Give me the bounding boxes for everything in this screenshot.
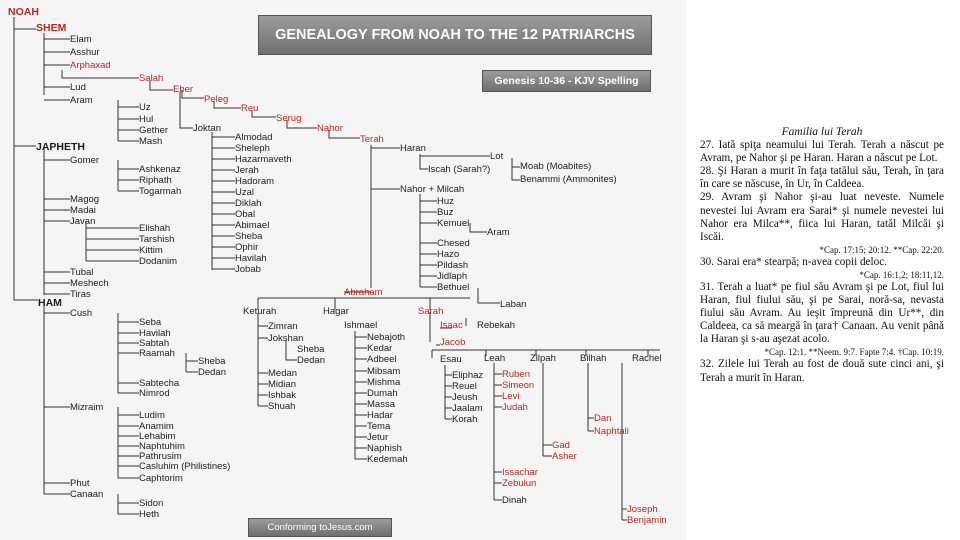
person-phut: Phut [70, 478, 90, 489]
person-cush: Cush [70, 308, 93, 319]
person-sidon: Sidon [139, 498, 164, 509]
person-diklah: Diklah [235, 198, 262, 209]
person-hagar: Hagar [323, 306, 349, 317]
person-midian: Midian [268, 379, 296, 390]
person-shuah: Shuah [268, 401, 296, 412]
person-ludim: Ludim [139, 410, 165, 421]
person-hazarmaveth: Hazarmaveth [235, 154, 292, 165]
person-anamim: Anamim [139, 421, 174, 432]
person-kemuel: Kemuel [437, 218, 470, 229]
person-chesed: Chesed [437, 238, 470, 249]
verse-32: 32. Zilele lui Terah au fost de două sute cinci ani, şi Terah a murit în Haran. [700, 358, 944, 384]
person-lud: Lud [70, 82, 86, 93]
person-gad: Gad [552, 440, 570, 451]
person-havilah: Havilah [235, 253, 267, 264]
footer-banner[interactable] [248, 518, 392, 537]
person-togarmah: Togarmah [139, 186, 182, 197]
person-medan: Medan [268, 368, 298, 379]
person-judah: Judah [502, 402, 528, 413]
person-gomer: Gomer [70, 155, 100, 166]
person-nahor: Nahor [317, 123, 343, 134]
verse-29: 29. Avram şi Nahor şi-au luat neveste. Numele nevestei lui Avram era Sarai* şi numele nevestei lui Nahor era Milca**, fiica lui Haran, tatăl Milcăi şi Iscăi. [700, 191, 944, 243]
person-massa: Massa [367, 399, 395, 410]
person-joseph: Joseph [627, 504, 658, 515]
person-jetur: Jetur [367, 432, 389, 443]
person-mishma: Mishma [367, 377, 401, 388]
person-ishbak: Ishbak [268, 390, 296, 401]
person-reu: Reu [241, 103, 259, 114]
person-moab: Moab (Moabites) [520, 161, 592, 172]
person-peleg: Peleg [204, 94, 229, 105]
person-aram2: Aram [487, 227, 510, 238]
person-heth: Heth [139, 509, 160, 520]
person-zimran: Zimran [268, 321, 298, 332]
person-eliphaz: Eliphaz [452, 370, 484, 381]
person-dodanim: Dodanim [139, 256, 178, 267]
person-naphtuhim: Naphtuhim [139, 441, 185, 452]
person-leah: Leah [484, 353, 506, 364]
person-naphish: Naphish [367, 443, 402, 454]
footnote-1: *Cap. 17:15; 20:12. **Cap. 22:20. [819, 244, 944, 255]
person-jeush: Jeush [452, 392, 478, 403]
person-tubal: Tubal [70, 267, 94, 278]
person-jobab: Jobab [235, 264, 261, 275]
person-dumah: Dumah [367, 388, 398, 399]
person-levi: Levi [502, 391, 520, 402]
person-joktan: Joktan [193, 123, 221, 134]
person-kedar: Kedar [367, 343, 393, 354]
person-canaan: Canaan [70, 489, 104, 500]
person-ishmael: Ishmael [344, 320, 378, 331]
person-jacob: Jacob [440, 337, 466, 348]
person-bilhah: Bilhah [580, 353, 607, 364]
person-benammi: Benammi (Ammonites) [520, 174, 617, 185]
person-obal: Obal [235, 209, 256, 220]
chart-subtitle: Genesis 10-36 - KJV Spelling [494, 75, 639, 87]
verse-27: 27. Iată spiţa neamului lui Terah. Terah a născut pe Avram, pe Nahor şi pe Haran. Haran a născut pe Lot. [700, 139, 944, 165]
person-rebekah: Rebekah [477, 320, 516, 331]
person-iscah: Iscah (Sarah?) [428, 164, 491, 175]
person-caphtorim: Caphtorim [139, 473, 183, 484]
person-pildash: Pildash [437, 260, 469, 271]
person-laban: Laban [500, 299, 527, 310]
person-tarshish: Tarshish [139, 234, 175, 245]
person-arphaxad: Arphaxad [70, 60, 111, 71]
person-eber: Eber [173, 84, 194, 95]
person-benjamin: Benjamin [627, 515, 667, 526]
person-sheba2: Sheba [297, 344, 325, 355]
person-sabtah: Sabtah [139, 338, 170, 349]
person-issachar: Issachar [502, 467, 538, 478]
person-esau: Esau [440, 354, 462, 365]
person-terah: Terah [360, 134, 384, 145]
person-reuel: Reuel [452, 381, 477, 392]
person-meshech: Meshech [70, 278, 109, 289]
person-sheba3: Sheba [198, 356, 226, 367]
person-hadar: Hadar [367, 410, 393, 421]
person-zebulun: Zebulun [502, 478, 537, 489]
person-sheba: Sheba [235, 231, 263, 242]
person-abimael: Abimael [235, 220, 270, 231]
person-sarah: Sarah [418, 306, 444, 317]
person-pathrusim: Pathrusim [139, 451, 182, 462]
person-raamah: Raamah [139, 348, 175, 359]
chart-title: GENEALOGY FROM NOAH TO THE 12 PATRIARCHS [275, 27, 635, 43]
person-javan: Javan [70, 216, 96, 227]
person-noah: NOAH [8, 6, 39, 18]
person-zilpah: Zilpah [530, 353, 556, 364]
person-uzal: Uzal [235, 187, 255, 198]
footer-link[interactable]: Conforming toJesus.com [267, 522, 373, 533]
person-keturah: Keturah [243, 306, 277, 317]
person-madai: Madai [70, 205, 96, 216]
person-jaalam: Jaalam [452, 403, 483, 414]
person-isaac: Isaac [440, 320, 463, 331]
person-nimrod: Nimrod [139, 388, 170, 399]
person-havilah2: Havilah [139, 328, 171, 339]
footnote-3: *Cap. 12:1. **Neem. 9:7. Fapte 7:4. †Cap. 10:19. [764, 347, 944, 358]
verse-30: 30. Sarai era* stearpă; n-avea copii deloc. [700, 255, 887, 268]
chart-subtitle-banner [482, 70, 651, 92]
person-uz: Uz [139, 102, 151, 113]
verse-28: 28. Şi Haran a murit în faţa tatălui său, Terah, în ţara în care se născuse, în Ur, în Caldeea. [700, 165, 944, 191]
person-hul: Hul [139, 114, 154, 125]
person-nebajoth: Nebajoth [367, 332, 406, 343]
person-kedemah: Kedemah [367, 454, 408, 465]
person-lehabim: Lehabim [139, 431, 176, 442]
person-aram: Aram [70, 95, 93, 106]
person-ophir: Ophir [235, 242, 259, 253]
person-huz: Huz [437, 196, 454, 207]
person-serug: Serug [276, 113, 302, 124]
person-hazo: Hazo [437, 249, 460, 260]
person-mibsam: Mibsam [367, 366, 401, 377]
person-korah: Korah [452, 414, 478, 425]
person-gether: Gether [139, 125, 169, 136]
person-dan: Dan [594, 413, 612, 424]
person-rachel: Rachel [632, 353, 662, 364]
person-bethuel: Bethuel [437, 282, 470, 293]
footnote-2: *Cap. 16:1,2; 18:11,12. [859, 269, 944, 280]
person-lot: Lot [490, 151, 504, 162]
person-buz: Buz [437, 207, 454, 218]
person-elishah: Elishah [139, 223, 171, 234]
person-elam: Elam [70, 34, 92, 45]
person-shem: SHEM [36, 22, 67, 34]
chart-title-banner [258, 15, 652, 55]
person-seba: Seba [139, 317, 162, 328]
person-abraham: Abraham [344, 287, 383, 298]
person-japheth: JAPHETH [36, 141, 86, 153]
person-asher: Asher [552, 451, 577, 462]
person-dinah: Dinah [502, 495, 527, 506]
person-jidlaph: Jidlaph [437, 271, 468, 282]
person-adbeel: Adbeel [367, 354, 397, 365]
person-sabtecha: Sabtecha [139, 378, 180, 389]
person-riphath: Riphath [139, 175, 172, 186]
person-kittim: Kittim [139, 245, 163, 256]
verse-31: 31. Terah a luat* pe fiul său Avram şi pe Lot, fiul lui Haran, fiul fiului său, şi pe Sarai, noră-sa, nevasta fiului său Avram. Au ieşit împreună din Ur**, din Caldeea, ca să meargă în ţara† Canaan. Au venit până la Haran şi s-au aşezat acolo. [700, 280, 944, 346]
person-ashkenaz: Ashkenaz [139, 164, 181, 175]
person-mash: Mash [139, 136, 163, 147]
person-asshur: Asshur [70, 47, 100, 58]
person-sheleph: Sheleph [235, 143, 270, 154]
person-tiras: Tiras [70, 289, 91, 300]
person-haran: Haran [400, 143, 426, 154]
person-nahor-milcah: Nahor + Milcah [400, 184, 465, 195]
person-reuben: Ruben [502, 369, 530, 380]
person-hadoram: Hadoram [235, 176, 275, 187]
person-magog: Magog [70, 194, 100, 205]
person-dedan3: Dedan [198, 367, 226, 378]
person-jerah: Jerah [235, 165, 259, 176]
person-ham: HAM [38, 297, 62, 309]
person-mizraim: Mizraim [70, 402, 104, 413]
person-tema: Tema [367, 421, 391, 432]
person-simeon: Simeon [502, 380, 535, 391]
person-almodad: Almodad [235, 132, 273, 143]
person-casluhim: Casluhim (Philistines) [139, 461, 231, 472]
person-jokshan: Jokshan [268, 333, 304, 344]
panel-title: Familia lui Terah [781, 126, 863, 138]
person-salah: Salah [139, 73, 164, 84]
person-naphtali: Naphtali [594, 426, 629, 437]
scripture-panel [700, 126, 944, 385]
person-dedan2: Dedan [297, 355, 325, 366]
